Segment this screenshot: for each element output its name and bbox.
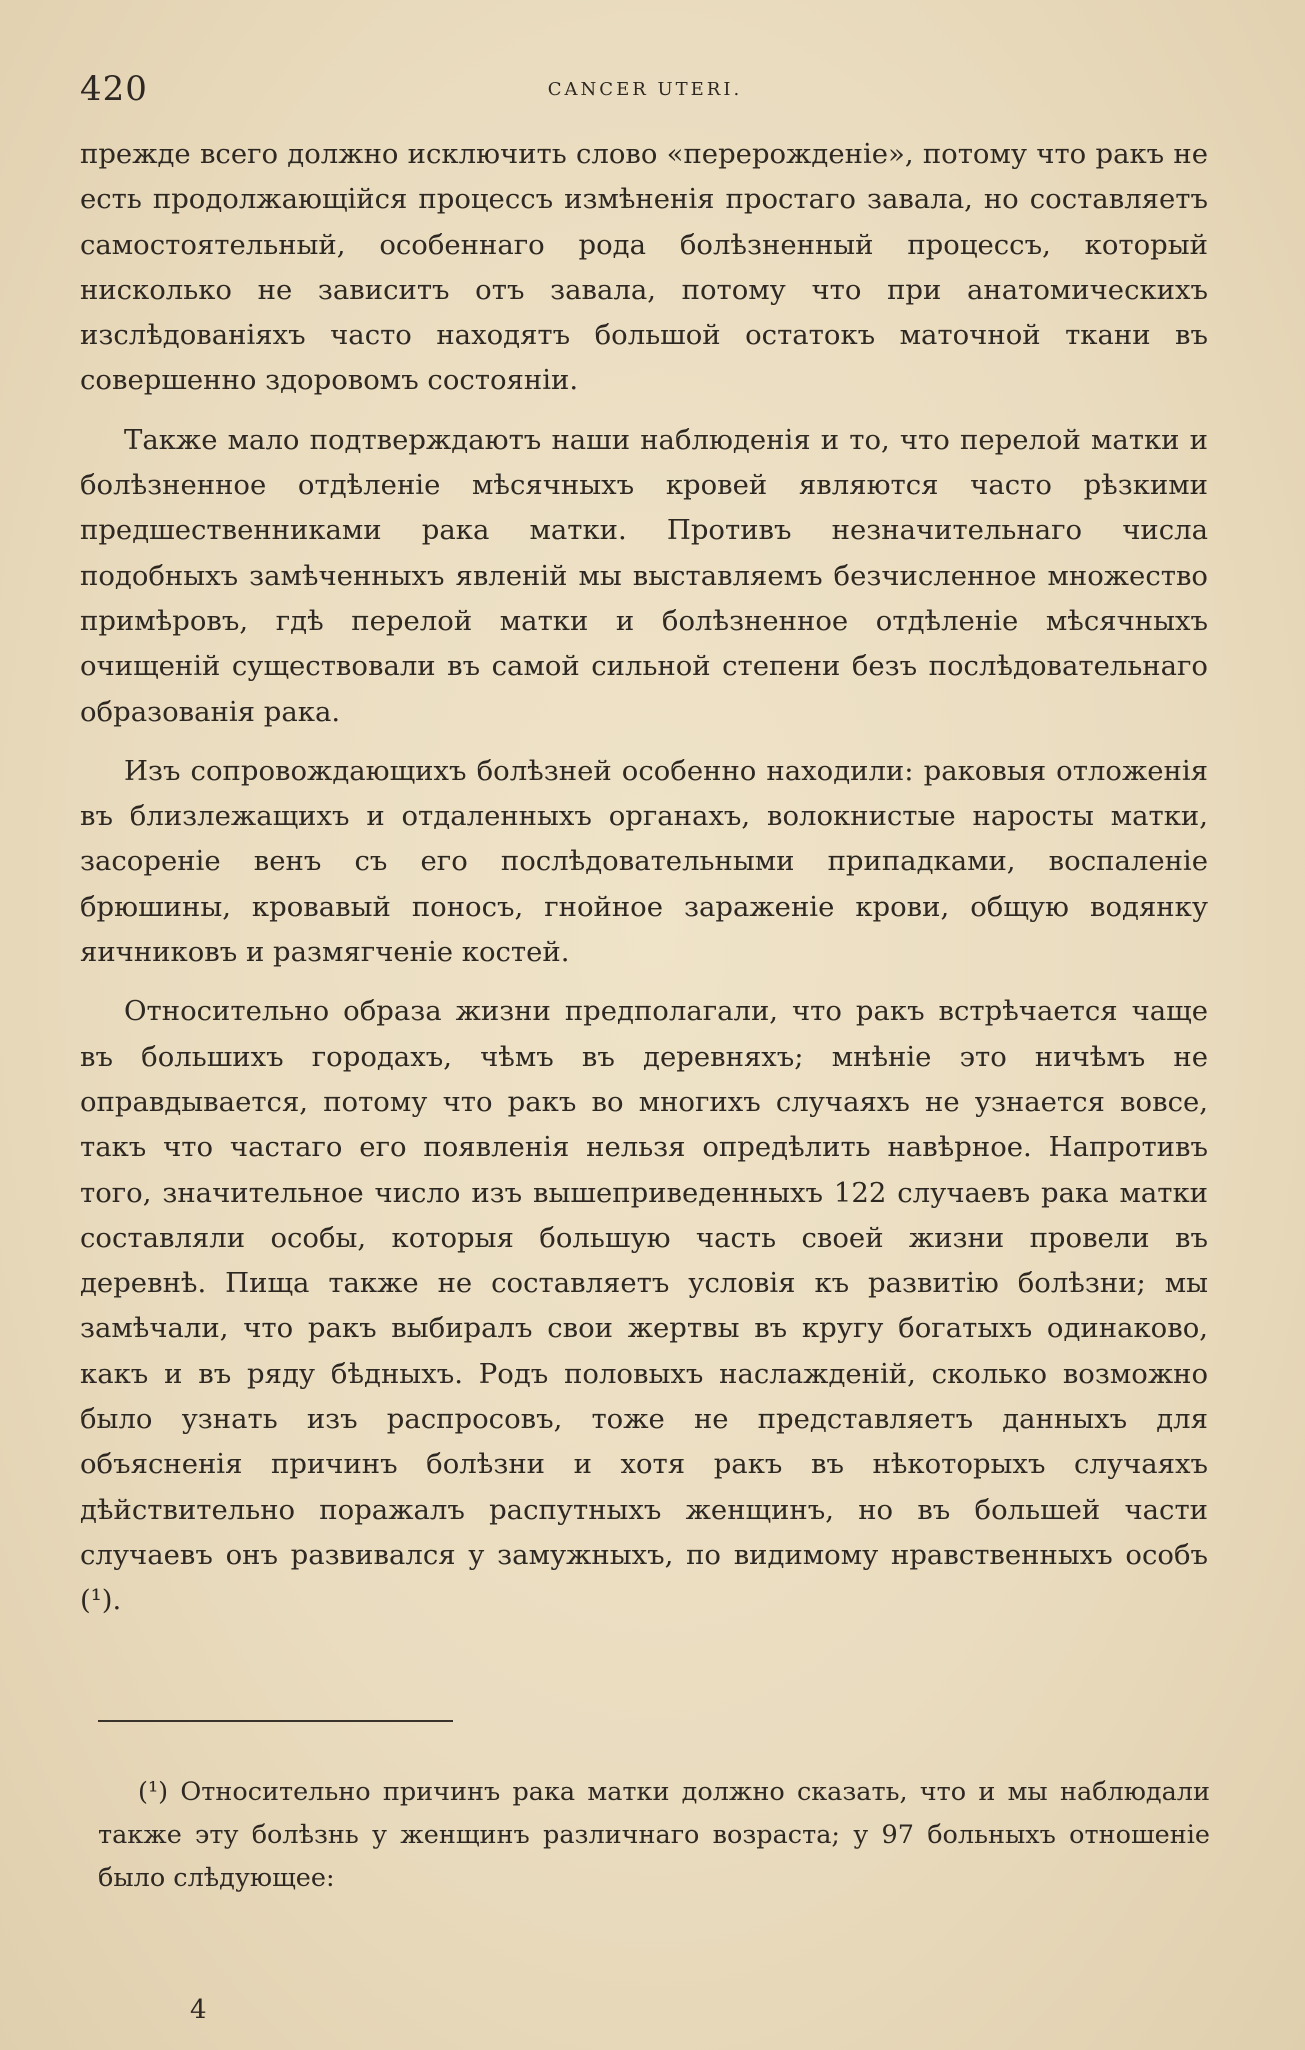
paragraph: Изъ сопровождающихъ болѣзней особенно находили: раковыя отложенія въ близлежащихъ и отдаленныхъ органахъ, волокнистые наросты матки, засореніе венъ съ его послѣдовательными припадками, воспаленіе брюшины, кровавый поносъ, гнойное зараженіе крови, общую водянку яичниковъ и размягченіе костей. [80,754,1208,969]
page-number: 420 [80,69,148,109]
page-header [80,64,1210,114]
paragraph: Относительно образа жизни предполагали, что ракъ встрѣчается чаще въ большихъ городахъ, чѣмъ въ деревняхъ; мнѣніе это ничѣмъ не оправдывается, потому что ракъ во многихъ случаяхъ не узнается вовсе, такъ что частаго его появленія нельзя опредѣлить навѣрное. Напротивъ того, значительное число изъ вышеприведенныхъ 122 случаевъ рака матки составляли особы, которыя большую часть своей жизни провели въ деревнѣ. Пища также не составляетъ условія къ развитію болѣзни; мы замѣчали, что ракъ выбиралъ свои жертвы въ кругу богатыхъ одинаково, какъ и въ ряду бѣдныхъ. Родъ половыхъ наслажденій, сколько возможно было узнать изъ распросовъ, тоже не представляетъ данныхъ для объясненія причинъ болѣзни и хотя ракъ въ нѣкоторыхъ случаяхъ дѣйствительно поражалъ распутныхъ женщинъ, но въ большей части случаевъ онъ развивался у замужныхъ, по видимому нравственныхъ особъ (¹). [80,995,1208,1617]
paragraph-continued: прежде всего должно исключить слово «перерожденіе», потому что ракъ не есть продолжающійся процессъ измѣненія простаго завала, но составляетъ самостоятельный, особеннаго рода болѣзненный процессъ, который нисколько не зависитъ отъ завала, потому что при анатомическихъ изслѣдованіяхъ часто находятъ большой остатокъ маточной ткани въ совершенно здоровомъ состояніи. [80,138,1208,397]
main-text [80,132,1208,1624]
paragraph: Также мало подтверждаютъ наши наблюденія и то, что перелой матки и болѣзненное отдѣленіе мѣсячныхъ кровей являются часто рѣзкими предшественниками рака матки. Противъ незначительнаго числа подобныхъ замѣченныхъ явленій мы выставляемъ безчисленное множество примѣровъ, гдѣ перелой матки и болѣзненное отдѣленіе мѣсячныхъ очищеній существовали въ самой сильной степени безъ послѣдовательнаго образованія рака. [80,423,1208,728]
footnote: (¹) Относительно причинъ рака матки должно сказать, что и мы наблюдали также эту болѣзнь у женщинъ различнаго возраста; у 97 больныхъ отношеніе было слѣдующее: [98,1777,1210,1893]
footnote-divider [98,1720,453,1722]
signature-mark: 4 [190,1995,207,2025]
running-head: CANCER UTERI. [547,79,743,100]
